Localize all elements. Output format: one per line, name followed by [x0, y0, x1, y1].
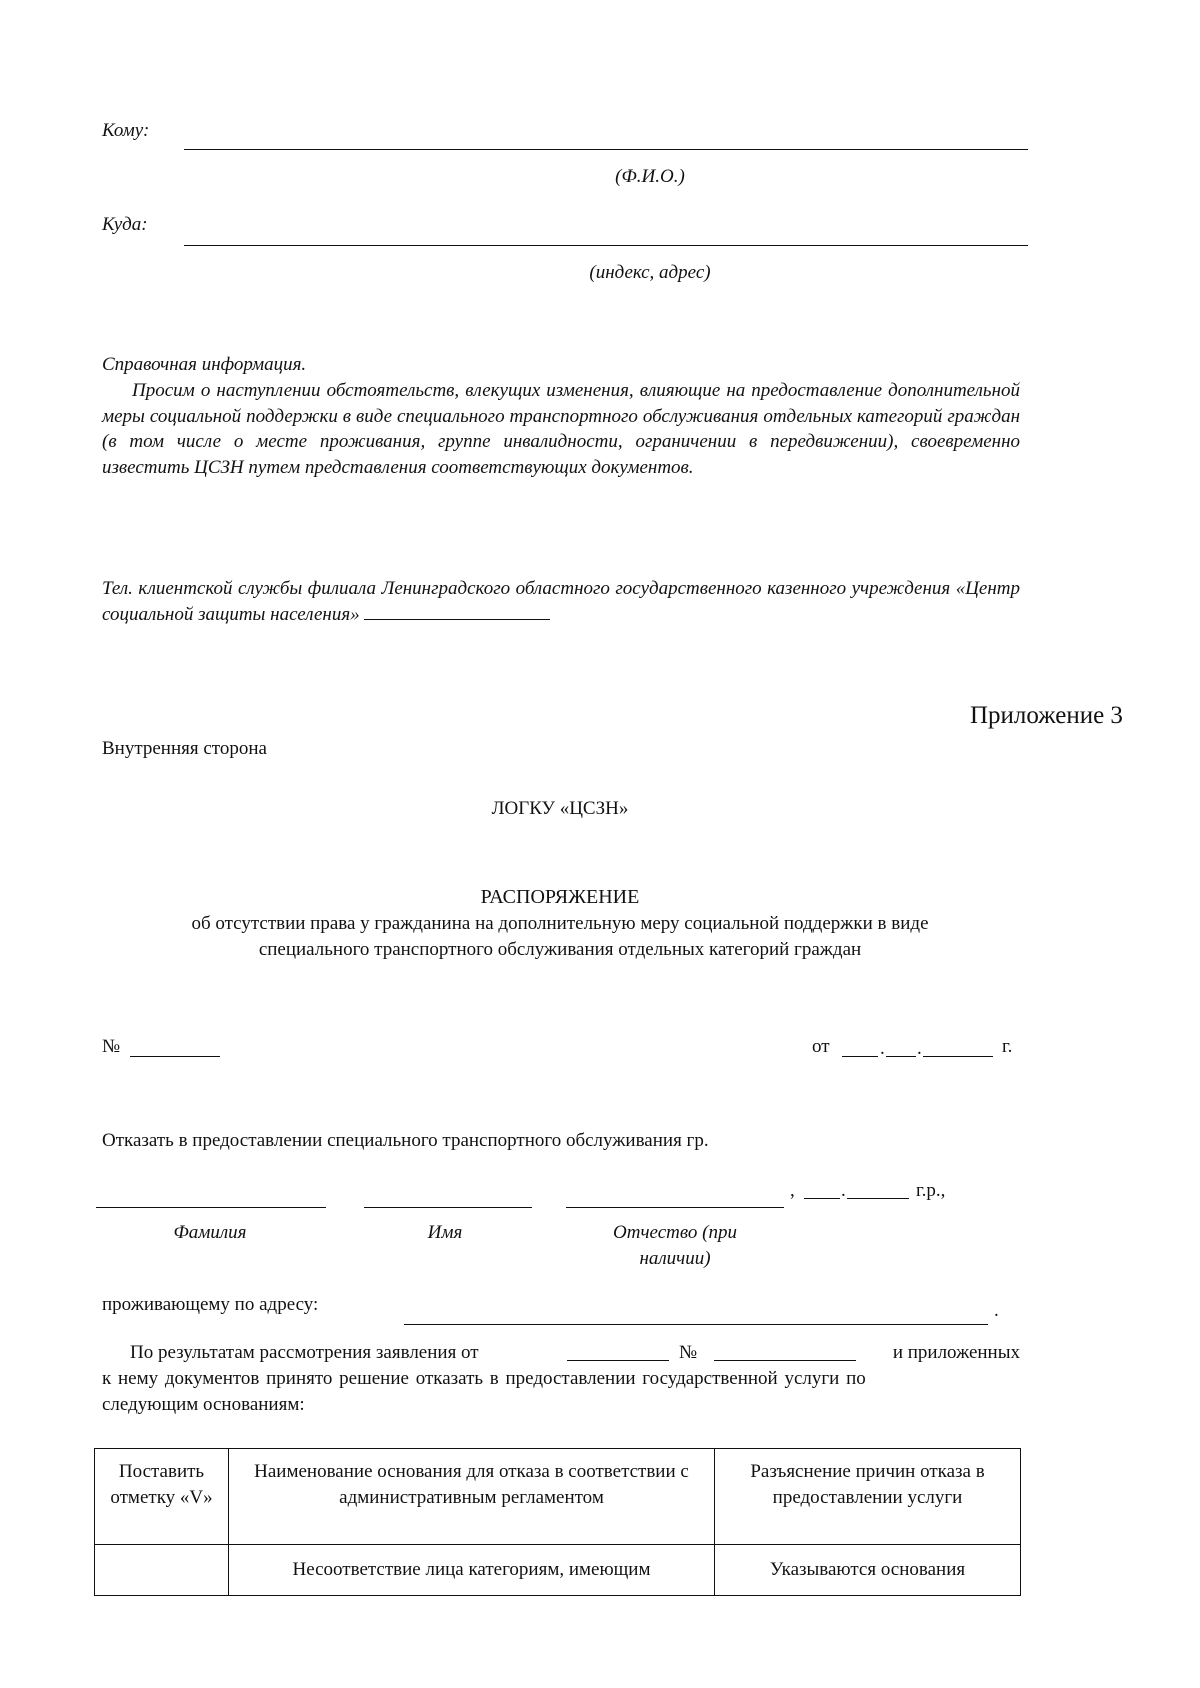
org-name: ЛОГКУ «ЦСЗН»: [491, 798, 629, 819]
decision-number-line[interactable]: [714, 1360, 856, 1361]
name-caption: Имя: [427, 1222, 463, 1243]
date-prefix: от: [812, 1036, 830, 1057]
header-explanation: Разъяснение причин отказа в предоставлении услуги: [715, 1449, 1021, 1545]
decision-part1: По результатам рассмотрения заявления от: [130, 1342, 479, 1363]
header-mark: Поставить отметку «V»: [95, 1449, 229, 1545]
appendix-label: Приложение 3: [970, 702, 1123, 729]
birth-dot: .: [841, 1180, 846, 1201]
where-field-line[interactable]: [184, 245, 1028, 246]
name-field-line[interactable]: [364, 1207, 532, 1208]
birth-day-line[interactable]: [804, 1198, 840, 1199]
row-mark-cell[interactable]: [95, 1545, 229, 1596]
where-label: Куда:: [102, 214, 148, 235]
date-day-line[interactable]: [842, 1056, 878, 1057]
birth-comma: ,: [790, 1180, 795, 1201]
to-field-line[interactable]: [184, 149, 1028, 150]
phone-field-line[interactable]: [364, 603, 550, 620]
number-label: №: [102, 1036, 121, 1057]
date-month-line[interactable]: [886, 1056, 916, 1057]
table-header-row: [95, 1449, 1021, 1545]
order-subtitle-2: специального транспортного обслуживания отдельных категорий граждан: [258, 939, 862, 960]
decision-line-2: к нему документов принято решение отказать в предоставлении государственной услуги по: [102, 1368, 866, 1389]
decision-line-3: следующим основаниям:: [102, 1394, 305, 1415]
address-label: проживающему по адресу:: [102, 1294, 319, 1315]
row-ground-cell: Несоответствие лица категориям, имеющим: [229, 1545, 715, 1596]
order-subtitle-1: об отсутствии права у гражданина на дополнительную меру социальной поддержки в виде: [191, 913, 929, 934]
birth-suffix: г.р.,: [916, 1180, 946, 1201]
date-dot-2: .: [917, 1038, 922, 1059]
to-label: Кому:: [102, 120, 150, 141]
header-ground: Наименование основания для отказа в соответствии с административным регламентом: [229, 1449, 715, 1545]
patronymic-field-line[interactable]: [566, 1207, 784, 1208]
where-caption: (индекс, адрес): [589, 262, 711, 283]
refuse-text: Отказать в предоставлении специального транспортного обслуживания гр.: [102, 1130, 709, 1151]
decision-part2: №: [679, 1342, 698, 1363]
phone-text: [102, 576, 1020, 628]
table-row: [95, 1545, 1021, 1596]
order-title: РАСПОРЯЖЕНИЕ: [480, 886, 640, 908]
date-suffix: г.: [1002, 1036, 1013, 1057]
reference-body: Просим о наступлении обстоятельств, влекущих изменения, влияющие на предоставление дополнительной меры социальной поддержки в виде специального транспортного обслуживания отдельных категорий граждан (в том числе о месте проживания, группе инвалидности, ограничении в передвижении), своевременно известить ЦСЗН путем представления соответствующих документов.: [102, 380, 1020, 478]
birth-year-line[interactable]: [847, 1198, 909, 1199]
inner-side-label: Внутренняя сторона: [102, 738, 267, 759]
refusal-grounds-table: [94, 1448, 1021, 1596]
decision-part3: и приложенных: [892, 1342, 1020, 1363]
decision-date-line[interactable]: [567, 1360, 669, 1361]
patronymic-caption-1: Отчество (при: [613, 1222, 737, 1243]
reference-title: Справочная информация.: [102, 354, 307, 375]
surname-field-line[interactable]: [96, 1207, 326, 1208]
row-explanation-cell: Указываются основания: [715, 1545, 1021, 1596]
patronymic-caption-2: наличии): [639, 1248, 711, 1269]
date-year-line[interactable]: [923, 1056, 993, 1057]
phone-text-content: Тел. клиентской службы филиала Ленинградского областного государственного казенного учреждения «Центр социальной защиты населения»: [102, 578, 1020, 625]
number-field-line[interactable]: [130, 1056, 220, 1057]
address-dot: .: [994, 1300, 999, 1321]
surname-caption: Фамилия: [173, 1222, 247, 1243]
date-dot-1: .: [880, 1038, 885, 1059]
to-caption: (Ф.И.О.): [615, 166, 685, 187]
address-field-line[interactable]: [404, 1324, 988, 1325]
